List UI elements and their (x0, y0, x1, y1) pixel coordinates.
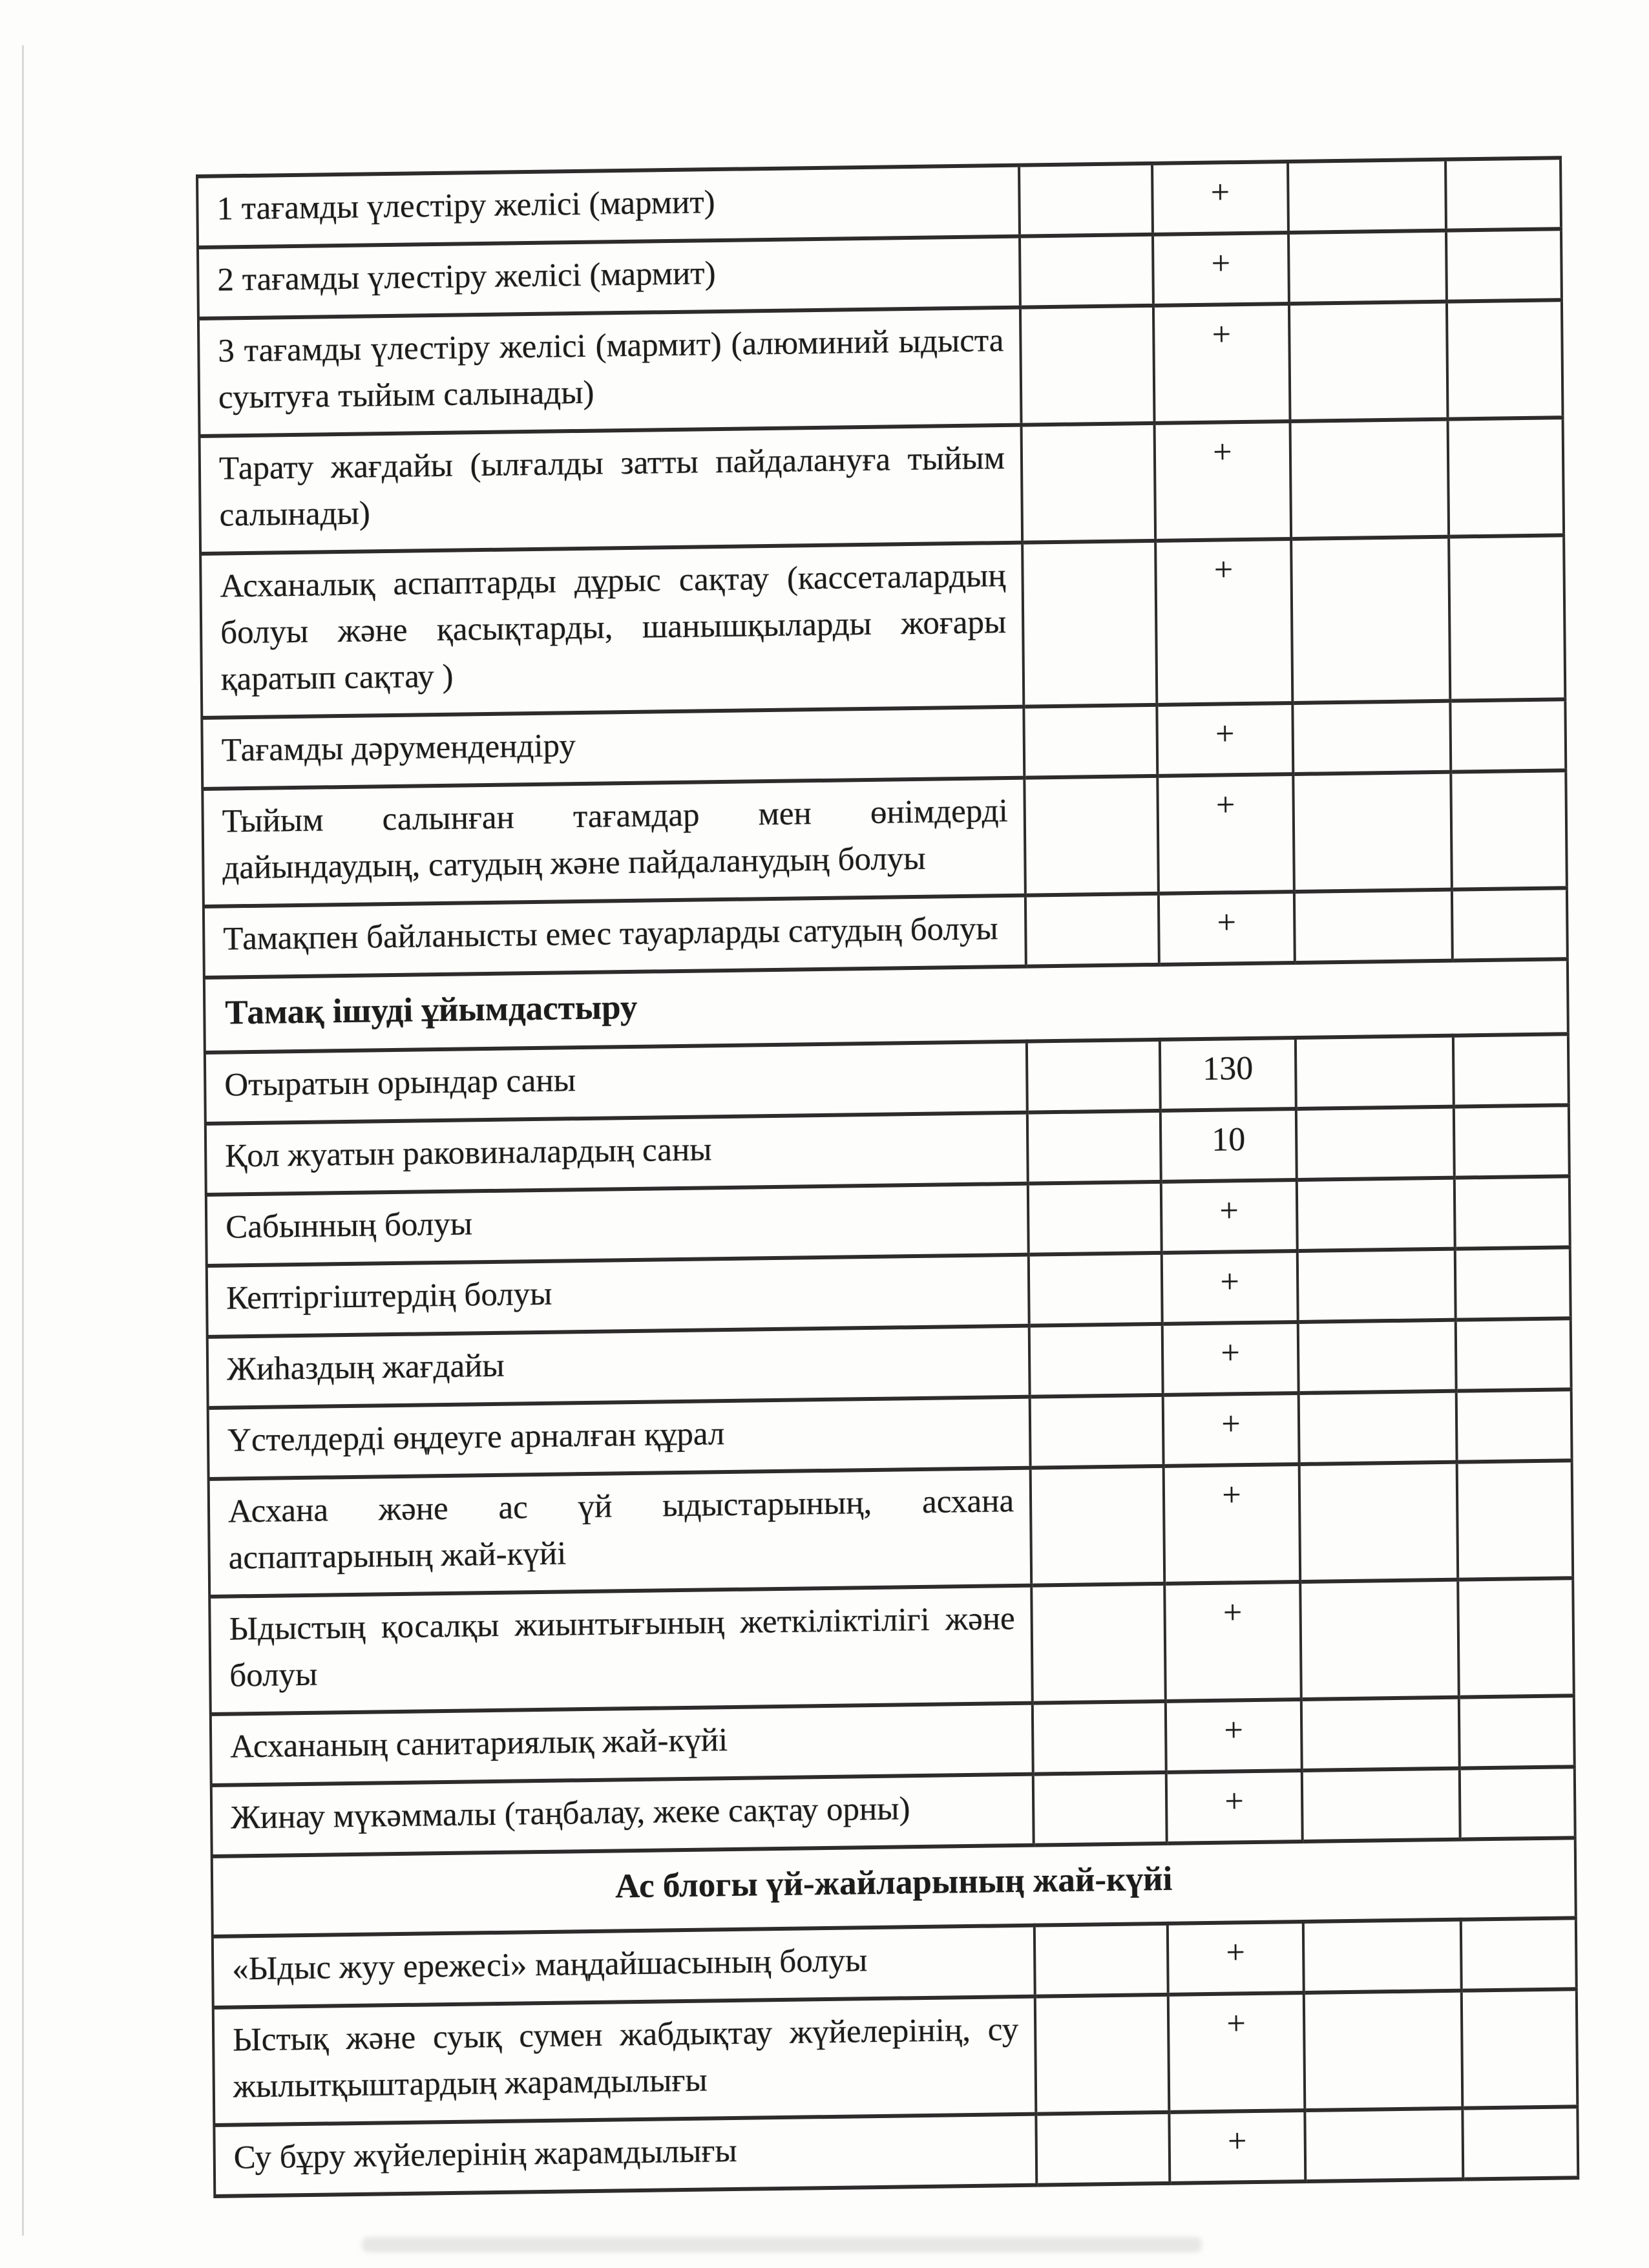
empty-cell (1456, 1318, 1571, 1391)
value-cell: + (1162, 1251, 1298, 1324)
scanner-edge-streak (22, 45, 24, 2236)
empty-cell (1455, 1247, 1571, 1319)
empty-cell (1296, 1107, 1455, 1180)
item-label-cell: Су бұру жүйелерінің жарамдылығы (214, 2114, 1036, 2196)
empty-cell (1024, 705, 1157, 778)
empty-cell (1460, 1767, 1575, 1839)
table-row (202, 770, 1567, 907)
empty-cell (1290, 419, 1449, 539)
item-label-cell: Ыдыстың қосалқы жиынтығының жеткіліктілігі және болуы (209, 1586, 1033, 1714)
value-cell: + (1155, 539, 1292, 705)
item-label-cell: Сабынның болуы (206, 1184, 1029, 1266)
empty-cell (1446, 229, 1562, 301)
empty-cell (1027, 1111, 1161, 1184)
empty-cell (1020, 235, 1153, 308)
empty-cell (1448, 417, 1564, 536)
value-cell: + (1157, 774, 1294, 894)
empty-cell (1445, 158, 1561, 230)
value-cell: + (1157, 703, 1293, 776)
empty-cell (1451, 770, 1567, 889)
empty-cell (1029, 1253, 1162, 1326)
item-label-cell: «Ыдыс жуу ережесі» маңдайшасының болуы (213, 1926, 1035, 2008)
item-label-cell: Кептіргіштердің болуы (207, 1255, 1029, 1337)
empty-cell (1450, 699, 1566, 772)
item-label-cell: 2 тағамды үлестіру желісі (мармит) (198, 236, 1020, 319)
empty-cell (1035, 1924, 1168, 1997)
empty-cell (1293, 772, 1452, 892)
scan-noise-smudge (362, 2237, 1202, 2252)
empty-cell (1020, 306, 1155, 425)
empty-cell (1022, 541, 1157, 707)
value-cell: + (1166, 1699, 1302, 1772)
empty-cell (1456, 1389, 1572, 1462)
table-row (209, 1578, 1574, 1714)
section-title: Ас блогы үй-жайларының жай-күйі (212, 1838, 1576, 1937)
empty-cell (1030, 1395, 1164, 1468)
value-cell: + (1164, 1464, 1301, 1584)
item-label-cell: Асхана және ас үй ыдыстарының, асхана аспаптарының жай-күйі (209, 1468, 1032, 1597)
empty-cell (1033, 1772, 1167, 1845)
empty-cell (1022, 423, 1156, 543)
empty-cell (1296, 1036, 1454, 1109)
value-cell: + (1168, 1993, 1305, 2112)
value-cell: + (1164, 1582, 1301, 1701)
empty-cell (1457, 1460, 1573, 1579)
empty-cell (1291, 537, 1450, 703)
empty-cell (1455, 1176, 1570, 1248)
table-row (213, 1989, 1578, 2125)
value-cell: + (1163, 1393, 1299, 1466)
value-cell: + (1168, 1922, 1304, 1995)
empty-cell (1452, 888, 1568, 960)
empty-cell (1035, 1995, 1170, 2114)
scanned-page-area (196, 156, 1579, 2198)
value-cell: + (1161, 1180, 1297, 1253)
empty-cell (1024, 776, 1159, 896)
value-cell: + (1153, 233, 1289, 306)
value-cell: + (1152, 162, 1288, 235)
table-row (200, 535, 1565, 718)
empty-cell (1298, 1320, 1456, 1393)
item-label-cell: Тамақпен байланысты емес тауарларды сатудың болуы (204, 896, 1026, 978)
empty-cell (1303, 1920, 1462, 1993)
table-row (200, 417, 1564, 554)
item-label-cell: Жиһаздың жағдайы (207, 1326, 1030, 1408)
empty-cell (1302, 1769, 1460, 1842)
empty-cell (1288, 160, 1446, 233)
item-label-cell: Тыйым салынған тағамдар мен өнімдерді дайындаудың, сатудың және пайдаланудың болуы (202, 778, 1025, 907)
table-row (198, 300, 1563, 436)
item-label-cell: Жинау мүкәммалы (таңбалау, жеке сақтау орны) (211, 1774, 1034, 1856)
item-label-cell: Асхананың санитариялық жай-күйі (211, 1703, 1033, 1785)
empty-cell (1299, 1391, 1457, 1464)
empty-cell (1459, 1696, 1575, 1768)
empty-cell (1025, 894, 1159, 967)
empty-cell (1294, 890, 1453, 963)
empty-cell (1028, 1182, 1162, 1255)
item-label-cell: Тағамды дәрумендендіру (202, 707, 1024, 789)
empty-cell (1288, 231, 1447, 304)
value-cell: + (1162, 1322, 1299, 1395)
item-label-cell: Қол жуатын раковиналардың саны (205, 1113, 1028, 1195)
empty-cell (1299, 1462, 1458, 1582)
item-label-cell: Асханалық аспаптарды дұрыс сақтау (кассеталардың болуы және қасықтарды, шанышқыларды жоғары қаратып сақтау ) (200, 543, 1024, 718)
empty-cell (1297, 1249, 1456, 1322)
inspection-checklist-table (196, 156, 1579, 2198)
empty-cell (1300, 1580, 1459, 1699)
value-cell: 10 (1161, 1109, 1297, 1182)
empty-cell (1453, 1034, 1569, 1106)
empty-cell (1305, 2108, 1463, 2181)
empty-cell (1449, 535, 1565, 700)
item-label-cell: 3 тағамды үлестіру желісі (мармит) (алюминий ыдыста суытуға тыйым салынады) (198, 308, 1022, 436)
value-cell: 130 (1160, 1038, 1296, 1111)
section-title: Тамақ ішуді ұйымдастыру (204, 959, 1568, 1053)
checklist-table-body (197, 158, 1578, 2196)
empty-cell (1461, 1918, 1577, 1990)
empty-cell (1031, 1466, 1165, 1586)
value-cell: + (1159, 892, 1295, 965)
item-label-cell: Тарату жағдайы (ылғалды затты пайдалануға тыйым салынады) (200, 425, 1023, 554)
empty-cell (1454, 1105, 1570, 1177)
empty-cell (1297, 1178, 1455, 1251)
empty-cell (1031, 1584, 1166, 1703)
item-label-cell: Отыратын орындар саны (205, 1042, 1027, 1124)
empty-cell (1462, 1989, 1578, 2108)
empty-cell (1292, 701, 1451, 774)
item-label-cell: Үстелдерді өңдеуге арналған құрал (208, 1397, 1031, 1479)
empty-cell (1033, 1701, 1166, 1774)
value-cell: + (1166, 1770, 1303, 1843)
empty-cell (1029, 1324, 1163, 1397)
item-label-cell: Ыстық және суық сумен жабдықтау жүйелерінің, су жылытқыштардың жарамдылығы (213, 1997, 1036, 2125)
empty-cell (1289, 302, 1448, 421)
item-label-cell: 1 тағамды үлестіру желісі (мармит) (197, 165, 1020, 247)
value-cell: + (1153, 304, 1290, 423)
empty-cell (1447, 300, 1563, 419)
empty-cell (1019, 163, 1153, 236)
value-cell: + (1169, 2110, 1305, 2183)
empty-cell (1304, 1991, 1463, 2110)
value-cell: + (1155, 421, 1292, 541)
table-row (209, 1460, 1573, 1597)
empty-cell (1027, 1040, 1161, 1113)
empty-cell (1301, 1697, 1460, 1770)
empty-cell (1036, 2112, 1170, 2185)
empty-cell (1458, 1578, 1574, 1697)
empty-cell (1462, 2106, 1578, 2179)
